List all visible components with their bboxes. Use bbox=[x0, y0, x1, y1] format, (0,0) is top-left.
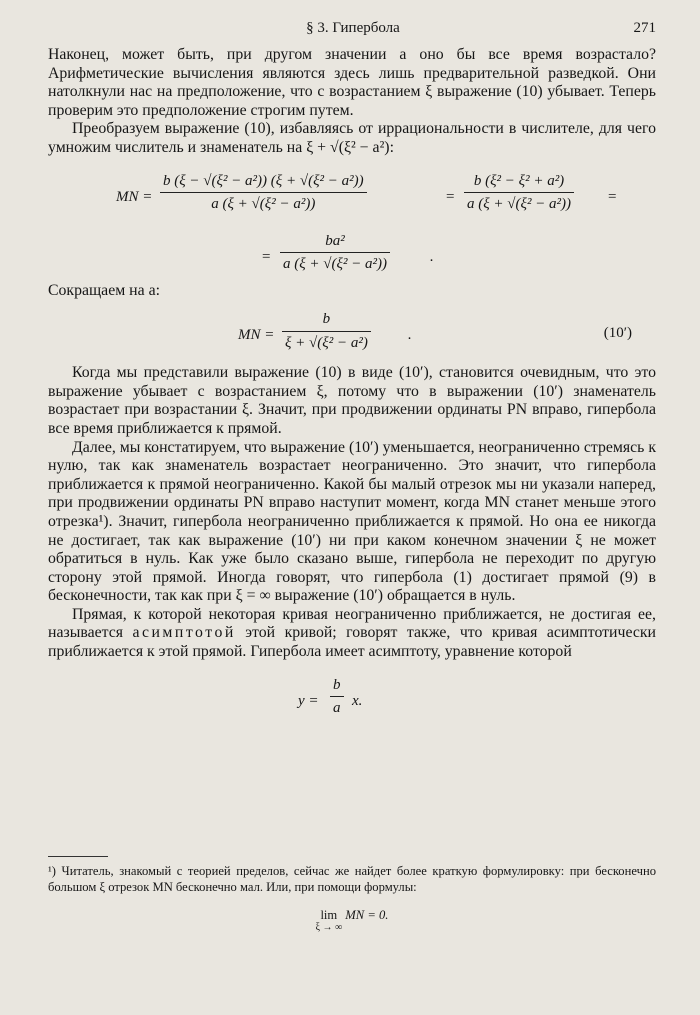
section-title: § 3. Гипербола bbox=[306, 20, 400, 36]
equals-sign: = bbox=[446, 188, 455, 205]
numerator: ba² bbox=[280, 232, 390, 254]
denominator: a bbox=[333, 700, 341, 717]
equation-asymptote bbox=[48, 676, 656, 726]
equation-transform bbox=[48, 172, 656, 230]
page-body bbox=[48, 46, 656, 738]
equation-10-prime bbox=[48, 310, 656, 358]
fraction bbox=[330, 676, 344, 718]
paragraph-4: Когда мы представили выражение (10) в виде (10′), становится очевидным, что это выражение убывает с возрастанием ξ, потому что в выражении (10′) знаменатель возрастает при возрастании ξ. Значит, при продвижении ординаты PN вправо, гипербола все время приближается к прямой. bbox=[48, 364, 656, 437]
equation-lhs: MN = bbox=[238, 327, 275, 344]
period: . bbox=[408, 327, 412, 344]
equation-number: (10′) bbox=[603, 325, 632, 342]
footnote-1: ¹) Читатель, знакомый с теорией пределов, сейчас же найдет более краткую формулировку: при бесконечно большом ξ отрезок MN бесконечно мал. Или, при помощи формулы: bbox=[48, 864, 656, 894]
footnote-area bbox=[48, 856, 656, 933]
fraction bbox=[282, 310, 371, 352]
equation-rhs: x. bbox=[352, 692, 363, 709]
page-number: 271 bbox=[633, 20, 656, 36]
equation-lhs: y = bbox=[298, 692, 319, 709]
denominator: a (ξ + √(ξ² − a²)) bbox=[211, 196, 316, 213]
term-asymptote: асимптотой bbox=[132, 624, 236, 642]
paragraph-2: Преобразуем выражение (10), избавляясь от иррациональности в числителе, для чего умножим числитель и знаменатель на ξ + √(ξ² − a²): bbox=[48, 120, 656, 156]
equation-lhs: MN = bbox=[116, 188, 153, 205]
footnote-rule bbox=[48, 856, 108, 857]
limit-expression: MN = 0. bbox=[345, 908, 389, 922]
numerator: b bbox=[282, 310, 371, 332]
paragraph-6-start: Прямая, к которой некоторая кривая неограниченно приближается, не достигая ее, называется bbox=[48, 605, 656, 642]
denominator: a (ξ + √(ξ² − a²)) bbox=[467, 196, 572, 213]
paragraph-6-end: этой кривой; говорят также, что кривая асимптотически приближается к этой прямой. Гипербола имеет асимптоту, уравнение которой bbox=[48, 624, 656, 661]
fraction bbox=[280, 232, 390, 274]
footnote-limit-formula bbox=[48, 907, 656, 933]
paragraph-3: Сокращаем на a: bbox=[48, 281, 160, 299]
equals-sign: = bbox=[262, 248, 271, 265]
running-header bbox=[50, 20, 656, 44]
denominator: ξ + √(ξ² − a²) bbox=[285, 334, 368, 351]
fraction-2 bbox=[464, 172, 574, 214]
numerator: b bbox=[330, 676, 344, 698]
paragraph-6 bbox=[48, 606, 656, 662]
fraction-1 bbox=[160, 172, 367, 214]
numerator: b (ξ² − ξ² + a²) bbox=[464, 172, 574, 194]
equation-simplified bbox=[48, 232, 656, 282]
paragraph-1: Наконец, может быть, при другом значении a оно бы все время возрастало? Арифметические вычисления являются здесь лишь предварительной разведкой. Они натолкнули нас на предположение, что с возрастанием ξ выражение (10) убывает. Теперь проверим это предположение строгим путем. bbox=[48, 46, 656, 119]
limit-subscript: ξ → ∞ bbox=[315, 922, 343, 933]
denominator: a (ξ + √(ξ² − a²)) bbox=[283, 256, 388, 273]
limit-label: lim bbox=[320, 908, 338, 922]
numerator: b (ξ − √(ξ² − a²)) (ξ + √(ξ² − a²)) bbox=[160, 172, 367, 194]
period: . bbox=[430, 248, 434, 265]
paragraph-5: Далее, мы констатируем, что выражение (10′) уменьшается, неограниченно стремясь к нулю, так как знаменатель возрастает неограниченно. Это значит, что гипербола приближается к прямой неограниченно. Какой бы малый отрезок мы ни указали наперед, при продвижении ординаты PN вправо наступит момент, когда MN станет меньше этого отрезка¹). Значит, гипербола неограниченно приближается к прямой. Но она ее никогда не достигает, так как выражение (10′) ни при каком конечном значении ξ не может обратиться в нуль. Как уже было сказано выше, гипербола не переходит по другую сторону этой прямой. Иногда говорят, что гипербола (1) достигает прямой (9) в бесконечности, так как при ξ = ∞ выражение (10′) обращается в нуль. bbox=[48, 438, 656, 605]
limit-operator bbox=[316, 907, 343, 933]
equals-sign: = bbox=[608, 188, 617, 205]
